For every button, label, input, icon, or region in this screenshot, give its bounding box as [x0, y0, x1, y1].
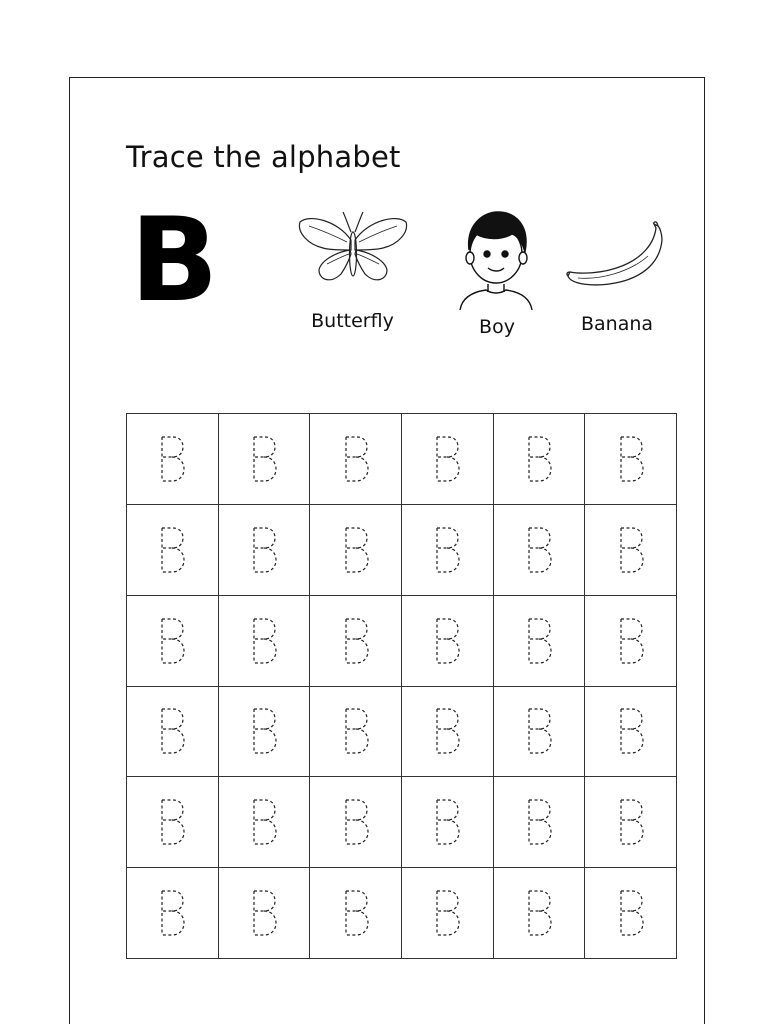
picture-butterfly: [295, 210, 410, 332]
dotted-letter-b: [617, 526, 645, 574]
trace-cell: [402, 505, 494, 596]
dotted-letter-b: [158, 526, 186, 574]
trace-cell: [219, 596, 311, 687]
dotted-letter-b: [617, 889, 645, 937]
picture-banana: [562, 220, 672, 335]
worksheet-page: [69, 77, 705, 1024]
worksheet-title: Trace the alphabet: [126, 140, 401, 174]
trace-cell: [585, 687, 677, 778]
trace-cell: [310, 777, 402, 868]
dotted-letter-b: [525, 435, 553, 483]
trace-cell: [219, 505, 311, 596]
dotted-letter-b: [250, 707, 278, 755]
picture-label-banana: Banana: [580, 313, 654, 335]
trace-cell: [402, 868, 494, 959]
dotted-letter-b: [158, 435, 186, 483]
trace-cell: [494, 414, 586, 505]
dotted-letter-b: [433, 798, 461, 846]
trace-cell: [494, 596, 586, 687]
dotted-letter-b: [525, 889, 553, 937]
trace-cell: [219, 687, 311, 778]
banana-icon: [564, 220, 670, 292]
trace-cell: [219, 777, 311, 868]
dotted-letter-b: [433, 617, 461, 665]
dotted-letter-b: [433, 526, 461, 574]
trace-cell: [219, 868, 311, 959]
trace-cell: [310, 505, 402, 596]
dotted-letter-b: [433, 435, 461, 483]
trace-cell: [494, 868, 586, 959]
dotted-letter-b: [433, 707, 461, 755]
dotted-letter-b: [158, 798, 186, 846]
trace-cell: [127, 868, 219, 959]
trace-cell: [127, 596, 219, 687]
dotted-letter-b: [250, 617, 278, 665]
dotted-letter-b: [250, 798, 278, 846]
trace-cell: [585, 777, 677, 868]
dotted-letter-b: [525, 798, 553, 846]
dotted-letter-b: [158, 617, 186, 665]
picture-boy: [453, 206, 541, 338]
dotted-letter-b: [525, 526, 553, 574]
dotted-letter-b: [250, 435, 278, 483]
dotted-letter-b: [617, 617, 645, 665]
trace-cell: [310, 868, 402, 959]
trace-cell: [310, 596, 402, 687]
trace-cell: [402, 596, 494, 687]
picture-label-boy: Boy: [479, 316, 515, 338]
dotted-letter-b: [158, 889, 186, 937]
dotted-letter-b: [342, 889, 370, 937]
trace-cell: [585, 505, 677, 596]
dotted-letter-b: [617, 707, 645, 755]
dotted-letter-b: [250, 526, 278, 574]
trace-cell: [494, 777, 586, 868]
trace-cell: [585, 596, 677, 687]
dotted-letter-b: [342, 617, 370, 665]
trace-cell: [402, 414, 494, 505]
dotted-letter-b: [617, 435, 645, 483]
dotted-letter-b: [158, 707, 186, 755]
dotted-letter-b: [617, 798, 645, 846]
dotted-letter-b: [250, 889, 278, 937]
trace-cell: [585, 414, 677, 505]
trace-cell: [127, 777, 219, 868]
trace-cell: [402, 687, 494, 778]
trace-cell: [127, 414, 219, 505]
tracing-grid: [126, 413, 677, 959]
dotted-letter-b: [342, 707, 370, 755]
trace-cell: [585, 868, 677, 959]
trace-cell: [310, 414, 402, 505]
butterfly-icon: [297, 210, 409, 294]
picture-label-butterfly: Butterfly: [311, 310, 394, 332]
dotted-letter-b: [342, 526, 370, 574]
trace-cell: [402, 777, 494, 868]
dotted-letter-b: [342, 798, 370, 846]
dotted-letter-b: [433, 889, 461, 937]
trace-cell: [494, 687, 586, 778]
featured-letter: B: [130, 193, 219, 328]
trace-cell: [310, 687, 402, 778]
boy-icon: [458, 206, 536, 310]
trace-cell: [127, 687, 219, 778]
dotted-letter-b: [342, 435, 370, 483]
trace-cell: [219, 414, 311, 505]
trace-cell: [494, 505, 586, 596]
dotted-letter-b: [525, 707, 553, 755]
dotted-letter-b: [525, 617, 553, 665]
trace-cell: [127, 505, 219, 596]
